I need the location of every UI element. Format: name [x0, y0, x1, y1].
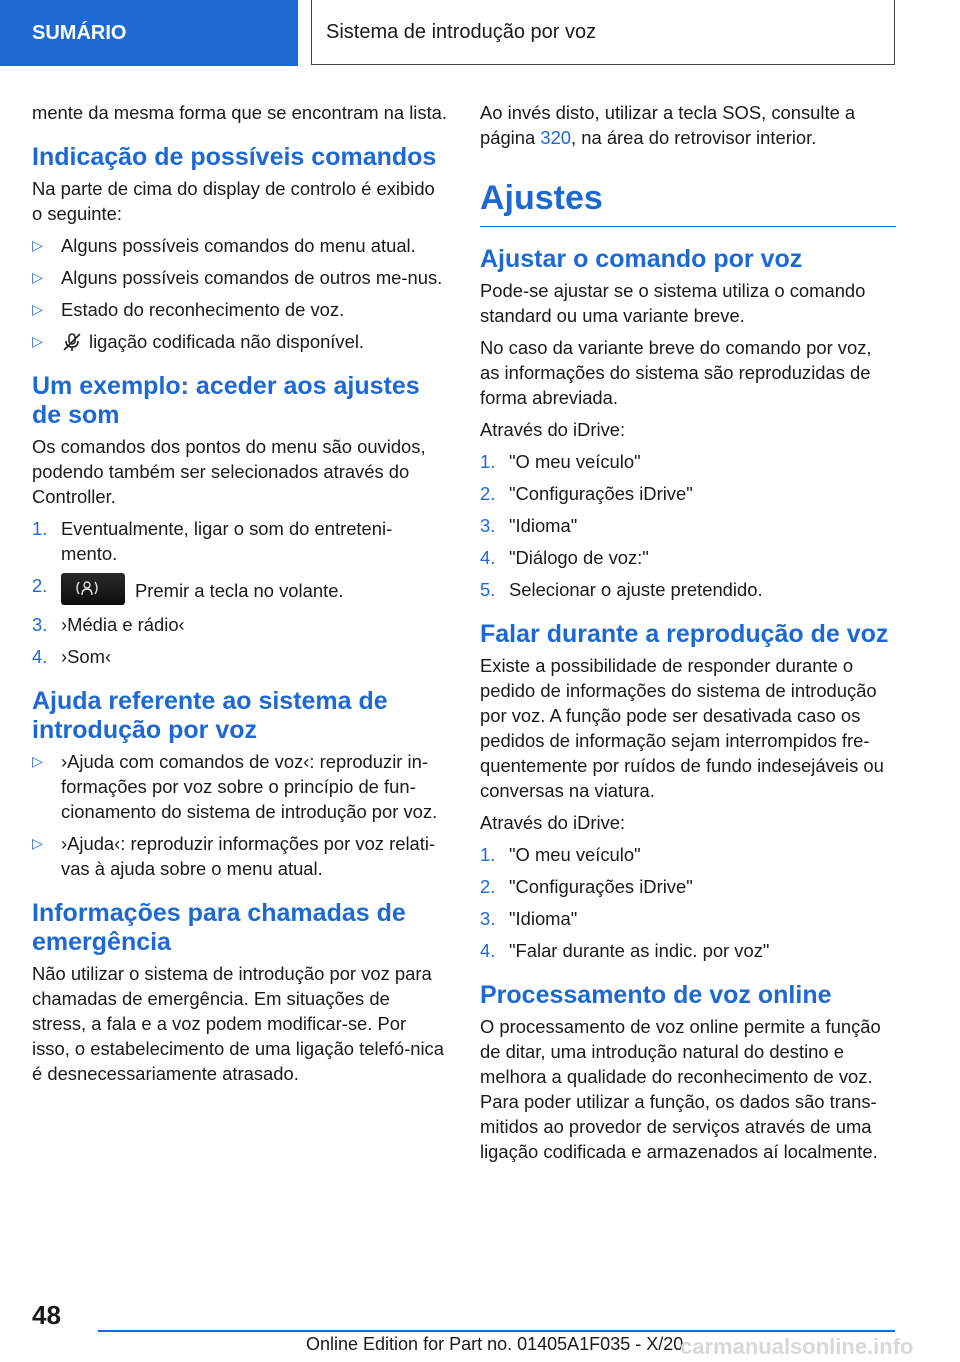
list-item: 2. "Configurações iDrive" — [480, 483, 693, 504]
idrive-label-1: Através do iDrive: — [480, 419, 626, 440]
page-link-320[interactable]: 320 — [540, 127, 572, 148]
indicacao-list — [32, 233, 448, 354]
footer-divider — [98, 1330, 895, 1332]
list-item: 5. Selecionar o ajuste pretendido. — [480, 579, 763, 600]
edition-text: Online Edition for Part no. 01405A1F035 - X/20 — [306, 1334, 684, 1354]
heading-ajuda: Ajuda referente ao sistema de introdução por voz — [32, 687, 388, 744]
list-item: ▷ ›Ajuda com comandos de voz‹: reproduzir in-formações por voz sobre o princípio de fun-cionamento do sistema de introdução por voz. — [32, 751, 438, 822]
heading-falar: Falar durante a reprodução de voz — [480, 620, 889, 648]
list-item: 1. Eventualmente, ligar o som do entreteni-mento. — [32, 518, 393, 564]
triangle-bullet-icon: ▷ — [32, 753, 43, 769]
triangle-bullet-icon: ▷ — [32, 333, 43, 349]
heading-ajustes: Ajustes — [480, 178, 896, 227]
list-item: ▷ ligação codificada não disponível. — [32, 331, 365, 352]
voice-button-icon — [61, 573, 125, 605]
list-item: 2. "Configurações iDrive" — [480, 876, 693, 897]
indicacao-paragraph: Na parte de cima do display de controlo é exibido o seguinte: — [32, 178, 435, 224]
heading-exemplo: Um exemplo: aceder aos ajustes de som — [32, 372, 420, 429]
ajuda-list — [32, 749, 448, 881]
heading-ajustar: Ajustar o comando por voz — [480, 245, 803, 273]
mic-crossed-icon — [61, 332, 83, 352]
list-item: 4. "Diálogo de voz:" — [480, 547, 649, 568]
header-bar — [0, 0, 960, 66]
list-item: 4. ›Som‹ — [32, 646, 112, 667]
sos-paragraph: Ao invés disto, utilizar a tecla SOS, consulte a página 320, na área do retrovisor interior. — [480, 102, 856, 148]
page-number: 48 — [32, 1300, 61, 1330]
triangle-bullet-icon: ▷ — [32, 269, 43, 285]
list-item: ▷ Estado do reconhecimento de voz. — [32, 299, 345, 320]
list-item: ▷ Alguns possíveis comandos de outros me-nus. — [32, 267, 443, 288]
ajustar-paragraph-2: No caso da variante breve do comando por voz, as informações do sistema são reproduzidas de forma abreviada. — [480, 337, 872, 408]
exemplo-paragraph: Os comandos dos pontos do menu são ouvidos, podendo também ser selecionados através do Controller. — [32, 436, 426, 507]
list-item: ▷ ›Ajuda‹: reproduzir informações por voz relati-vas à ajuda sobre o menu atual. — [32, 833, 436, 879]
online-paragraph: O processamento de voz online permite a função de ditar, uma introdução natural do destino e melhora a qualidade do reconhecimento de voz. Para poder utilizar a função, os dados são trans-mitidos ao provedor de serviços através de uma ligação codificada e armazenados aí localmente. — [480, 1016, 881, 1162]
list-item: 3. "Idioma" — [480, 515, 578, 536]
list-item: 2. Premir a tecla no volante. — [32, 573, 448, 605]
heading-emergencia: Informações para chamadas de emergência — [32, 899, 406, 956]
falar-steps — [480, 842, 896, 963]
list-item: 3. "Idioma" — [480, 908, 578, 929]
heading-indicacao: Indicação de possíveis comandos — [32, 143, 437, 171]
triangle-bullet-icon: ▷ — [32, 301, 43, 317]
list-item: 1. "O meu veículo" — [480, 844, 641, 865]
triangle-bullet-icon: ▷ — [32, 835, 43, 851]
list-item: 4. "Falar durante as indic. por voz" — [480, 940, 770, 961]
falar-paragraph: Existe a possibilidade de responder durante o pedido de informações do sistema de introdução por voz. A função pode ser desativada caso os pedidos de informação sejam interrompidos fre-quentemente por ruídos de fundo indesejáveis ou conversas na viatura. — [480, 655, 884, 801]
left-column — [32, 100, 448, 1093]
right-column — [480, 100, 896, 1171]
idrive-label-2: Através do iDrive: — [480, 812, 626, 833]
ajustar-steps — [480, 449, 896, 602]
list-item: 1. "O meu veículo" — [480, 451, 641, 472]
list-item: 3. ›Média e rádio‹ — [32, 614, 185, 635]
list-item: ▷ Alguns possíveis comandos do menu atual. — [32, 235, 416, 256]
summary-tab[interactable]: SUMÁRIO — [0, 0, 298, 66]
heading-online: Processamento de voz online — [480, 981, 832, 1009]
exemplo-steps — [32, 516, 448, 669]
watermark: carmanualsonline.info — [680, 1334, 914, 1359]
emergencia-paragraph: Não utilizar o sistema de introdução por voz para chamadas de emergência. Em situações de stress, a fala e a voz podem modificar-se. Por isso, o estabelecimento de uma ligação telefó-nica é desnecessariamente atrasado. — [32, 963, 444, 1084]
ajustar-paragraph-1: Pode-se ajustar se o sistema utiliza o comando standard ou uma variante breve. — [480, 280, 866, 326]
triangle-bullet-icon: ▷ — [32, 237, 43, 253]
intro-paragraph: mente da mesma forma que se encontram na lista. — [32, 102, 448, 123]
chapter-title-tab[interactable]: Sistema de introdução por voz — [311, 0, 895, 65]
